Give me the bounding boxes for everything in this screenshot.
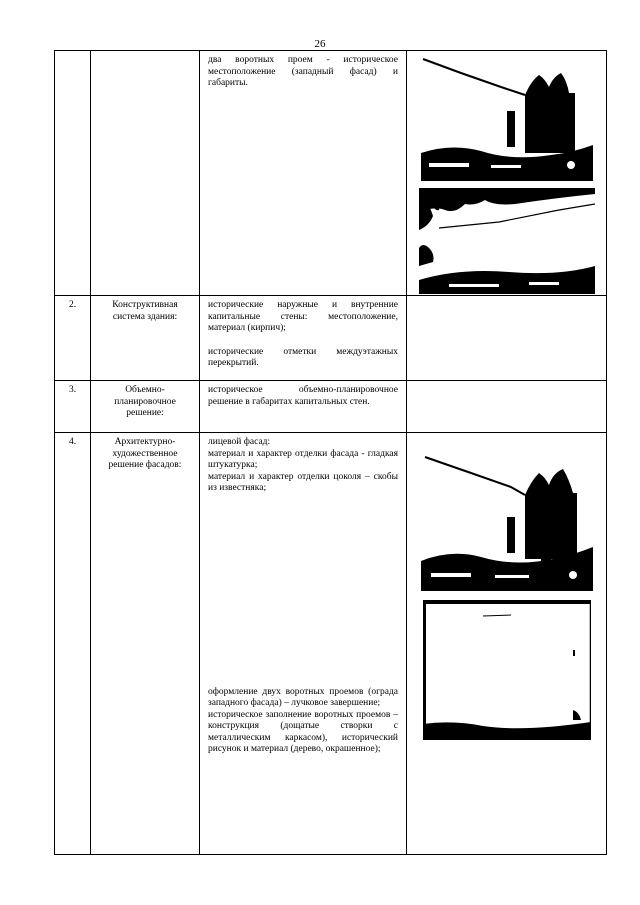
description-paragraph: лицевой фасад: материал и характер отделки фасада - гладкая штукатурка; материал и характер отделки цоколя – скобы из известняка; (208, 437, 398, 493)
page-number: 26 (314, 38, 326, 50)
row-name-cell (91, 51, 200, 296)
row-photo-cell (407, 51, 607, 296)
table-row (55, 296, 607, 381)
row-number-cell (55, 51, 91, 296)
description-paragraph: оформление двух воротных проемов (ограда западного фасада) – лучковое завершение; историческое заполнение воротных проемов – конструкция (дощатые створки с металлическим каркасом), исторический рисунок и материал (дерево, окрашенное); (208, 686, 398, 754)
row-number-cell: 2. (55, 296, 91, 381)
table-row (55, 381, 607, 433)
table-row (55, 51, 607, 296)
row-name-cell: Архитектурно-художественное решение фасадов: (91, 433, 200, 855)
row-description-cell (200, 433, 407, 855)
object-description-table (54, 50, 607, 855)
description-paragraph: исторические отметки междуэтажных перекрытий. (208, 346, 398, 368)
row-number-cell: 4. (55, 433, 91, 855)
row-photo-cell (407, 433, 607, 855)
description-paragraph: исторические наружные и внутренние капитальные стены: местоположение, материал (кирпич); (208, 300, 398, 333)
building-facade-photo (421, 53, 606, 181)
table-row (55, 433, 607, 855)
row-number-cell: 3. (55, 381, 91, 433)
building-facade-photo (421, 451, 606, 591)
description-paragraph: два воротных проем - историческое местоположение (западный фасад) и габариты. (208, 55, 398, 88)
row-description-cell (200, 296, 407, 381)
gate-wall-photo (423, 600, 606, 740)
row-photo-cell (407, 381, 607, 433)
row-description-cell (200, 51, 407, 296)
description-paragraph: историческое объемно-планировочное решение в габаритах капитальных стен. (208, 385, 398, 407)
row-photo-cell (407, 296, 607, 381)
row-name-cell: Конструктивная система здания: (91, 296, 200, 381)
row-name-cell: Объемно-планировочное решение: (91, 381, 200, 433)
row-description-cell (200, 381, 407, 433)
wall-fence-photo (419, 188, 606, 294)
